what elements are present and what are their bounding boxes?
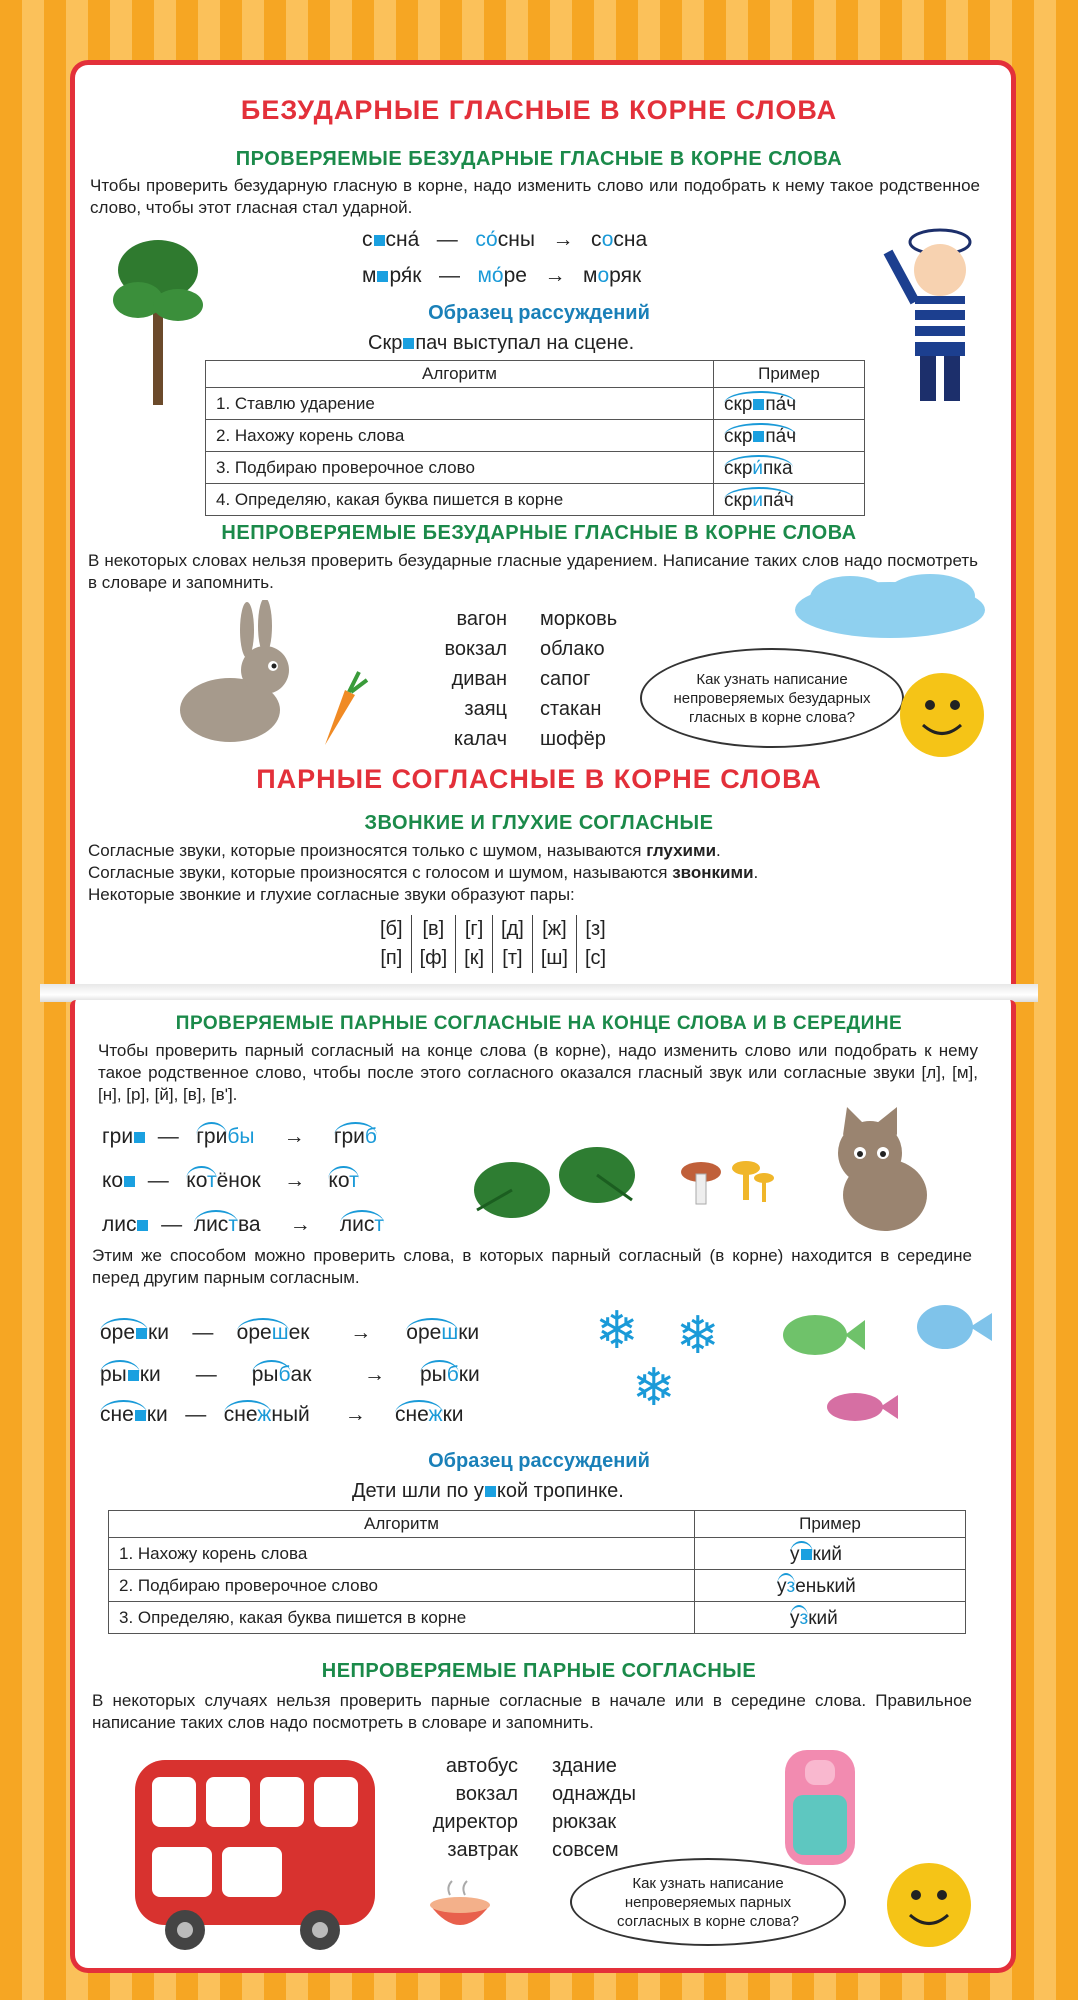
- list-item: калач: [453, 728, 507, 750]
- speech-bubble-2: Как узнать написание непроверяемых парных согласных в корне слова?: [570, 1858, 846, 1946]
- consonant-pairs-table: [б] [в] [г] [д] [ж] [з] [п] [ф] [к] [т] [ш] [с]: [372, 915, 614, 973]
- word-list-right-1: [540, 604, 617, 754]
- list-item: завтрак: [447, 1839, 518, 1861]
- table-row: 1. Ставлю ударение скр па́ч: [206, 388, 865, 420]
- cloud-illustration: [790, 572, 990, 642]
- list-item: здание: [552, 1755, 617, 1777]
- smiley-icon: [895, 670, 990, 760]
- sample-title-1: Образец рассуждений: [428, 302, 650, 324]
- section2-sub1: ЗВОНКИЕ И ГЛУХИЕ СОГЛАСНЫЕ: [364, 812, 714, 834]
- example-moryak: м ря́к — мо́ре → моряк: [362, 264, 642, 287]
- section3-text1: Чтобы проверить парный согласный на конце слова (в корне), надо изменить слово или подобрать к нему такое родственное слово, чтобы после этого согласного оказался гласный звук или согласные звуки [л], [м], [н], [р], [й], [в], [в'].: [98, 1041, 978, 1104]
- example-sosna: с сна́ — со́сны → сосна: [362, 228, 648, 251]
- end-example-kot: ко — котёнок → кот: [102, 1166, 359, 1193]
- list-item: автобус: [445, 1755, 518, 1777]
- table-row: 2. Нахожу корень слова скр па́ч: [206, 420, 865, 452]
- bus-illustration: [130, 1755, 380, 1955]
- table-head: Алгоритм: [109, 1511, 695, 1538]
- snowflake-icon: ❄: [595, 1302, 639, 1360]
- list-item: морковь: [540, 608, 618, 630]
- mid-example-rybki: ры ки — рыбак → рыбки: [100, 1360, 480, 1387]
- list-item: облако: [540, 638, 605, 660]
- voiced-voiceless-text: Согласные звуки, которые произносятся только с шумом, называются глухими. Согласные звуки, которые произносятся с голосом и шумом, называются звонкими. Некоторые звонкие и глухие согласные звуки образуют пары:: [88, 841, 759, 904]
- word-list-right-2: [552, 1752, 636, 1864]
- algorithm-table-2: [108, 1510, 966, 1634]
- table-row: 3. Подбираю проверочное слово скри́пка: [206, 452, 865, 484]
- mid-example-snezhki: сне ки — снежный → снежки: [100, 1400, 464, 1427]
- table-head: Пример: [695, 1511, 966, 1538]
- table-row: 2. Подбираю проверочное слово узенький: [109, 1570, 966, 1602]
- word-list-left-2: [400, 1752, 518, 1864]
- end-example-grib: гри — грибы → гриб: [102, 1122, 377, 1149]
- algorithm-table-1: [205, 360, 865, 516]
- sailor-boy-illustration: [880, 222, 990, 412]
- sample-title-2: Образец рассуждений: [428, 1450, 650, 1472]
- table-head: Алгоритм: [206, 361, 714, 388]
- smiley-icon: [884, 1860, 974, 1950]
- mushrooms-illustration: [676, 1150, 776, 1220]
- section1-title: БЕЗУДАРНЫЕ ГЛАСНЫЕ В КОРНЕ СЛОВА: [240, 95, 838, 125]
- list-item: сапог: [540, 668, 591, 690]
- section3-text2: Этим же способом можно проверить слова, в которых парный согласный (в корне) находится в середине перед другим парным согласным.: [92, 1246, 972, 1287]
- table-row: 1. Нахожу корень слова у кий: [109, 1538, 966, 1570]
- speech-bubble-1: Как узнать написание непроверяемых безударных гласных в корне слова?: [640, 648, 904, 748]
- section1-sub2: НЕПРОВЕРЯЕМЫЕ БЕЗУДАРНЫЕ ГЛАСНЫЕ В КОРНЕ СЛОВА: [221, 522, 857, 544]
- section3-sub1: ПРОВЕРЯЕМЫЕ ПАРНЫЕ СОГЛАСНЫЕ НА КОНЦЕ СЛОВА И В СЕРЕДИНЕ: [175, 1013, 903, 1034]
- section2-title: ПАРНЫЕ СОГЛАСНЫЕ В КОРНЕ СЛОВА: [256, 764, 822, 794]
- list-item: вокзал: [444, 638, 507, 660]
- end-example-list: лис — листва → лист: [102, 1210, 384, 1237]
- bowl-illustration: [425, 1880, 495, 1940]
- word-list-left-1: [435, 604, 507, 754]
- table-row: 4. Определяю, какая буква пишется в корне скрипа́ч: [206, 484, 865, 516]
- list-item: стакан: [540, 698, 602, 720]
- list-item: вокзал: [455, 1783, 518, 1805]
- table-head: Пример: [714, 361, 865, 388]
- snowflake-icon: ❄: [632, 1359, 676, 1417]
- list-item: заяц: [464, 698, 507, 720]
- section1-text2: В некоторых словах нельзя проверить безударные гласные ударением. Написание таких слов надо посмотреть в словаре и запомнить.: [88, 551, 978, 592]
- list-item: рюкзак: [552, 1811, 617, 1833]
- table-row: 3. Определяю, какая буква пишется в корне узкий: [109, 1602, 966, 1634]
- mid-example-oreshki: оре ки — орешек → орешки: [100, 1318, 479, 1345]
- fish-illustration: [770, 1295, 1000, 1435]
- list-item: вагон: [456, 608, 507, 630]
- tree-illustration: [108, 230, 208, 410]
- list-item: однажды: [552, 1783, 636, 1805]
- leaves-illustration: [472, 1140, 642, 1230]
- list-item: шофёр: [540, 728, 606, 750]
- section1-sub1: ПРОВЕРЯЕМЫЕ БЕЗУДАРНЫЕ ГЛАСНЫЕ В КОРНЕ СЛОВА: [235, 148, 843, 170]
- list-item: совсем: [552, 1839, 619, 1861]
- section1-text1: Чтобы проверить безударную гласную в корне, надо изменить слово или подобрать к нему такое родственное слово, чтобы этот гласная стал ударной.: [90, 176, 980, 217]
- list-item: диван: [451, 668, 507, 690]
- snowflake-icon: ❄: [676, 1307, 720, 1365]
- section3-sub2: НЕПРОВЕРЯЕМЫЕ ПАРНЫЕ СОГЛАСНЫЕ: [321, 1660, 757, 1682]
- list-item: директор: [432, 1811, 518, 1833]
- rabbit-illustration: [165, 600, 375, 750]
- backpack-illustration: [765, 1740, 875, 1870]
- section3-text3: В некоторых случаях нельзя проверить парные согласные в начале или в середине слова. Правильное написание таких слов надо посмотреть в словаре и запомнить.: [92, 1691, 972, 1732]
- sample-sentence-1: Скр пач выступал на сцене.: [368, 332, 635, 354]
- sample-sentence-2: Дети шли по у кой тропинке.: [352, 1480, 624, 1502]
- kitten-illustration: [825, 1105, 935, 1235]
